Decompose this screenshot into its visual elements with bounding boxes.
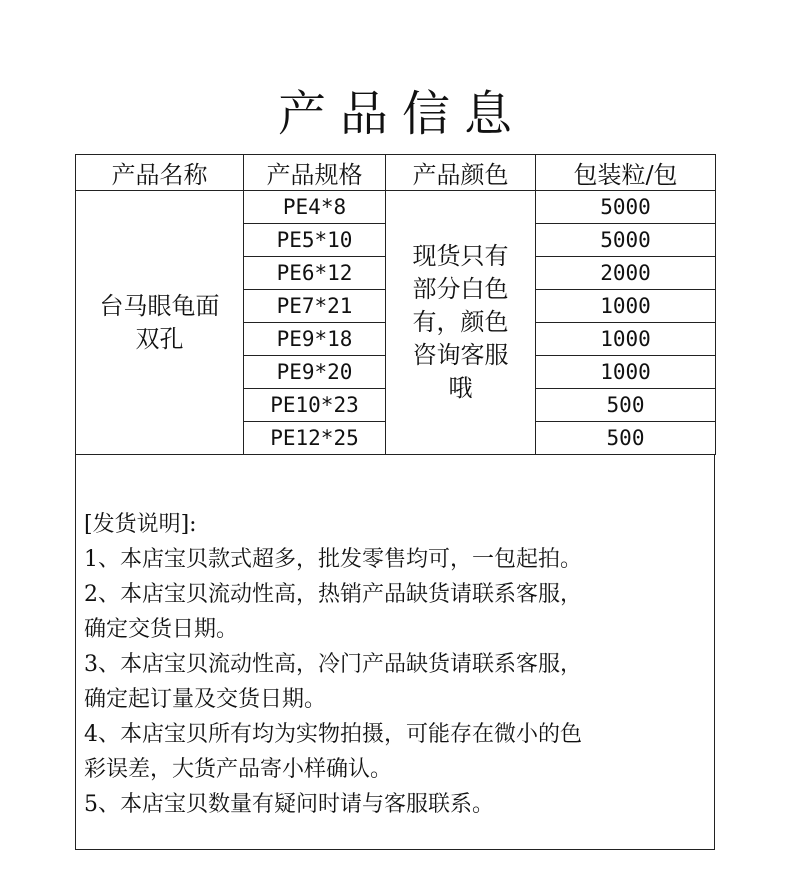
color-line: 部分白色 <box>412 275 509 303</box>
qty-cell: 1000 <box>536 290 716 323</box>
notes-heading: [发货说明]: <box>84 512 197 537</box>
header-product-color: 产品颜色 <box>386 155 536 191</box>
product-name-cell <box>76 191 244 455</box>
color-cell <box>386 191 536 455</box>
size-cell: PE4*8 <box>244 191 386 224</box>
notes-line: 2、本店宝贝流动性高，热销产品缺货请联系客服， <box>84 582 582 607</box>
notes-line: 1、本店宝贝款式超多，批发零售均可，一包起拍。 <box>84 547 582 572</box>
qty-cell: 5000 <box>536 224 716 257</box>
product-name-line: 双孔 <box>135 324 184 353</box>
size-cell: PE6*12 <box>244 257 386 290</box>
notes-line: 确定起订量及交货日期。 <box>84 687 327 712</box>
header-product-name: 产品名称 <box>76 155 244 191</box>
notes-line: 3、本店宝贝流动性高，冷门产品缺货请联系客服， <box>84 652 582 677</box>
table-row <box>76 191 716 224</box>
color-line: 哦 <box>448 374 473 402</box>
page-title: 产品信息 <box>277 86 526 142</box>
notes-line: 确定交货日期。 <box>84 617 239 642</box>
qty-cell: 2000 <box>536 257 716 290</box>
qty-cell: 500 <box>536 422 716 455</box>
product-spec-table <box>75 154 716 455</box>
shipping-notes <box>75 455 715 850</box>
color-line: 现货只有 <box>412 242 509 270</box>
qty-cell: 1000 <box>536 323 716 356</box>
notes-line: 彩误差，大货产品寄小样确认。 <box>84 757 393 782</box>
size-cell: PE9*18 <box>244 323 386 356</box>
notes-line: 5、本店宝贝数量有疑问时请与客服联系。 <box>84 792 494 817</box>
qty-cell: 5000 <box>536 191 716 224</box>
header-pack-qty: 包装粒/包 <box>536 155 716 191</box>
size-cell: PE5*10 <box>244 224 386 257</box>
color-line: 咨询客服 <box>412 341 509 369</box>
table-header-row <box>76 155 716 191</box>
size-cell: PE12*25 <box>244 422 386 455</box>
size-cell: PE7*21 <box>244 290 386 323</box>
notes-line: 4、本店宝贝所有均为实物拍摄，可能存在微小的色 <box>84 722 582 747</box>
header-product-size: 产品规格 <box>244 155 386 191</box>
size-cell: PE10*23 <box>244 389 386 422</box>
product-name-line: 台马眼龟面 <box>99 291 220 320</box>
qty-cell: 1000 <box>536 356 716 389</box>
color-line: 有，颜色 <box>412 308 509 336</box>
qty-cell: 500 <box>536 389 716 422</box>
size-cell: PE9*20 <box>244 356 386 389</box>
